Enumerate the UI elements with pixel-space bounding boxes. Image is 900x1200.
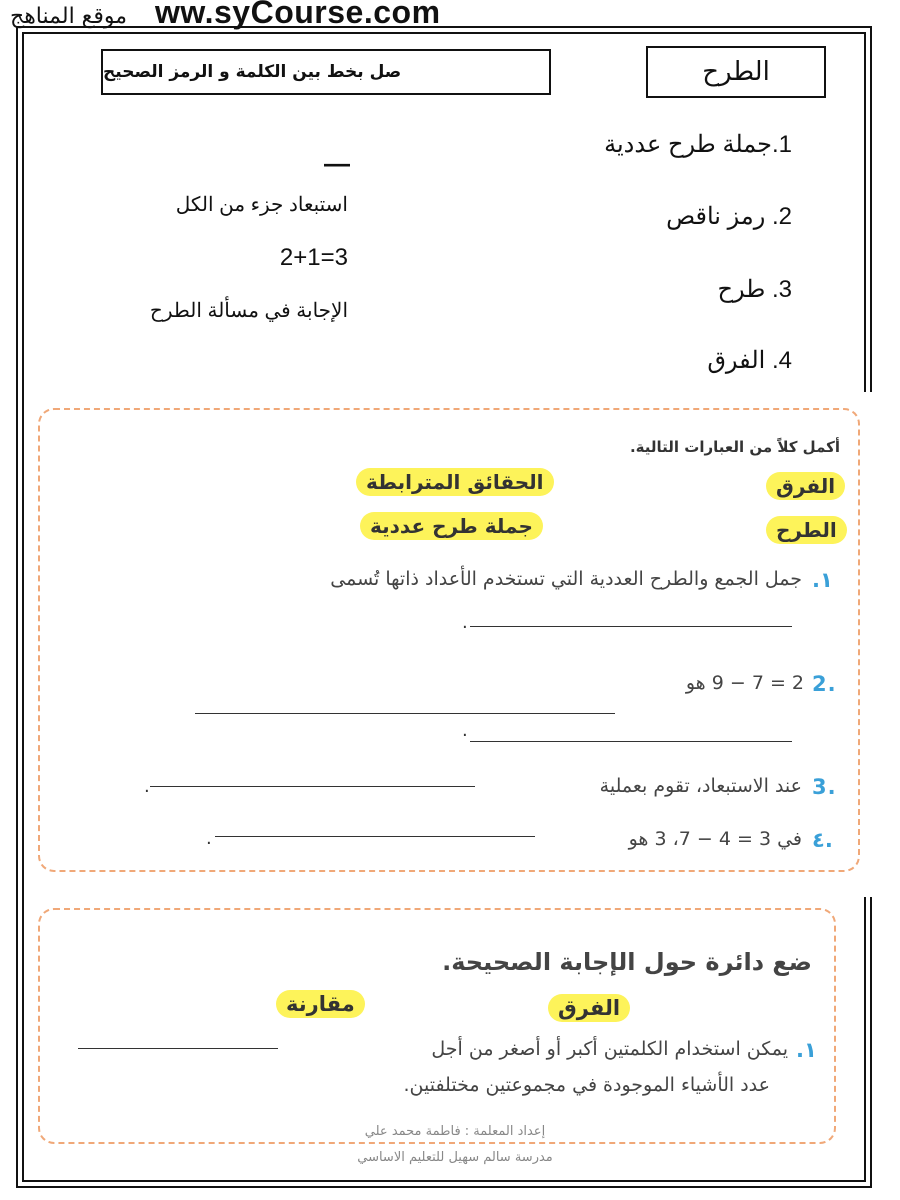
p2-q1-line1: يمكن استخدام الكلمتين أكبر أو أصغر من أجل [431, 1038, 788, 1060]
q4-number: .٤ [812, 828, 833, 852]
q1-answer-line [470, 626, 792, 627]
instruction-box: صل بخط بين الكلمة و الرمز الصحيح [101, 49, 551, 95]
right-item-3: 3. طرح [717, 276, 792, 303]
p2-q1-number: ١. [796, 1038, 817, 1062]
right-item-2: 2. رمز ناقص [666, 203, 792, 230]
option-1-wrap [548, 994, 630, 1022]
word-bank-1 [766, 472, 845, 500]
worksheet-title: الطرح [646, 46, 826, 98]
right-item-1: 1.جملة طرح عددية [604, 131, 792, 158]
circle-answer-panel [38, 908, 836, 1144]
q3-number: .3 [812, 775, 837, 799]
q2-answer-line-1 [195, 713, 615, 714]
q2-text: 2 = 7 − 9 هو [685, 672, 804, 694]
q3-period: . [144, 776, 150, 797]
left-item-1: استبعاد جزء من الكل [175, 194, 348, 216]
word-bank-3 [766, 516, 847, 544]
left-item-3: الإجابة في مسألة الطرح [149, 300, 348, 322]
option-2-wrap [276, 990, 365, 1018]
q1-text: جمل الجمع والطرح العددية التي تستخدم الأعداد ذاتها تُسمى [330, 568, 802, 590]
option-difference: الفرق [548, 994, 630, 1022]
option-comparison: مقارنة [276, 990, 365, 1018]
q3-answer-line [150, 786, 475, 787]
word-related-facts: الحقائق المترابطة [356, 468, 554, 496]
word-subtraction: الطرح [766, 516, 847, 544]
q4-period: . [206, 828, 212, 849]
q2-number: .2 [812, 672, 837, 696]
word-bank-4 [360, 512, 543, 540]
p2-q1-line2: عدد الأشياء الموجودة في مجموعتين مختلفتين. [403, 1074, 770, 1096]
panel2-prompt: ضع دائرة حول الإجابة الصحيحة. [442, 948, 812, 976]
q1-number: ١. [812, 568, 833, 592]
word-bank-2 [356, 468, 554, 496]
q2-period: . [462, 720, 468, 741]
panel1-prompt: أكمل كلاً من العبارات التالية. [629, 438, 840, 456]
word-difference: الفرق [766, 472, 845, 500]
q4-text: في 3 = 4 − 7، 3 هو [628, 828, 802, 850]
dash-symbol: — [324, 148, 350, 178]
p2-q1-answer-line [78, 1048, 278, 1049]
right-item-4: 4. الفرق [707, 347, 792, 374]
site-arabic-name: موقع المناهج [10, 4, 128, 29]
q2-answer-line-2 [470, 741, 792, 742]
footer-teacher: إعداد المعلمة : فاطمة محمد علي [364, 1124, 546, 1139]
q3-text: عند الاستبعاد، تقوم بعملية [599, 775, 802, 797]
q4-answer-line [215, 836, 535, 837]
q1-period: . [462, 612, 468, 633]
left-item-2: 2+1=3 [279, 244, 348, 271]
word-subtraction-sentence: جملة طرح عددية [360, 512, 543, 540]
footer-school: مدرسة سالم سهيل للتعليم الاساسي [357, 1150, 553, 1165]
site-url: ww.syCourse.com [155, 0, 441, 30]
